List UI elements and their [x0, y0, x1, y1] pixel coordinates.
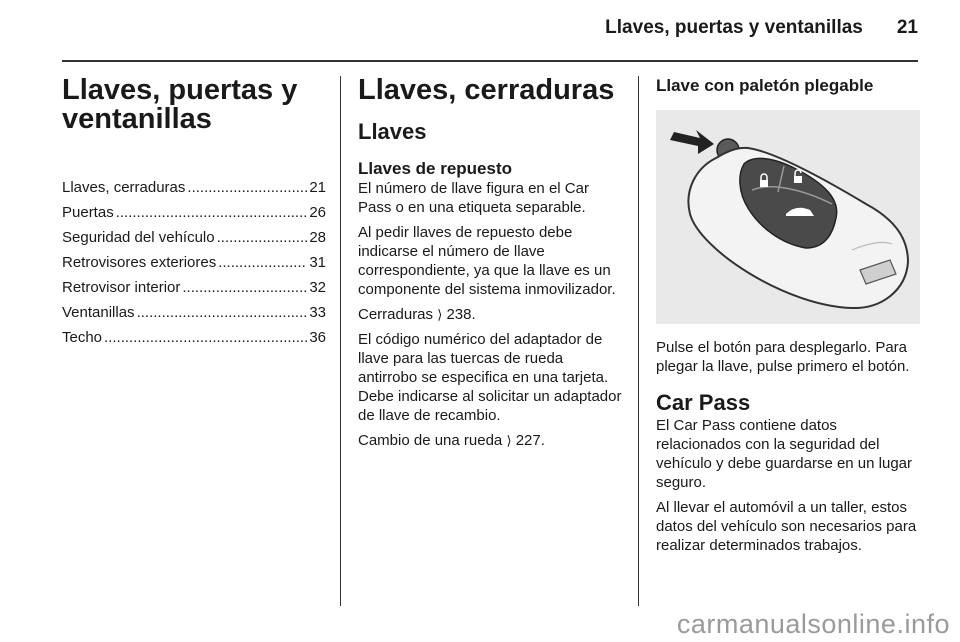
- key-illustration: [656, 110, 920, 324]
- topic-title: Llaves de repuesto: [358, 159, 513, 178]
- arrow-icon: [670, 130, 714, 154]
- table-of-contents: [62, 178, 326, 347]
- toc-page: 36: [309, 329, 326, 346]
- toc-label: Puertas: [62, 204, 114, 221]
- toc-leader: [116, 203, 308, 222]
- toc-entry[interactable]: [62, 328, 326, 347]
- toc-leader: [182, 278, 307, 297]
- column-divider-2: [638, 76, 639, 606]
- paragraph: Al llevar el automóvil a un taller, estos datos del vehículo son necesarios para realizar determinados trabajos.: [656, 499, 917, 554]
- reference-arrow-icon: ⟩: [506, 433, 512, 448]
- toc-label: Retrovisor interior: [62, 279, 181, 296]
- folding-key-icon: [656, 110, 920, 324]
- column-contents: [62, 76, 326, 353]
- toc-entry[interactable]: [62, 278, 326, 297]
- toc-entry[interactable]: [62, 228, 326, 247]
- cross-reference[interactable]: [358, 305, 624, 324]
- toc-page: 33: [309, 304, 326, 321]
- toc-page: 32: [309, 279, 326, 296]
- unlock-icon: [794, 176, 802, 183]
- column-divider-1: [340, 76, 341, 606]
- toc-label: Ventanillas: [62, 304, 135, 321]
- toc-entry[interactable]: [62, 303, 326, 322]
- paragraph: Al pedir llaves de repuesto debe indicarse el número de llave correspondiente, ya que la llave es un componente del sistema inmovilizador.: [358, 224, 616, 298]
- running-header: [605, 17, 918, 39]
- paragraph: El número de llave figura en el Car Pass o en una etiqueta separable.: [358, 180, 589, 216]
- column-side: [656, 76, 920, 555]
- toc-label: Techo: [62, 329, 103, 346]
- toc-leader: [104, 328, 307, 347]
- reference-arrow-icon: ⟩: [437, 307, 443, 322]
- lock-icon: [760, 180, 768, 187]
- reference-page: 238.: [446, 306, 476, 323]
- toc-label: Retrovisores exteriores: [62, 254, 217, 271]
- reference-page: 227.: [515, 432, 545, 449]
- reference-text: Cambio de una rueda: [358, 432, 503, 449]
- toc-page: 26: [309, 204, 326, 221]
- toc-label: Llaves, cerraduras: [62, 179, 186, 196]
- running-header-title: Llaves, puertas y ventanillas: [605, 17, 863, 38]
- section-title: Llaves, cerraduras: [358, 74, 615, 106]
- toc-entry[interactable]: [62, 203, 326, 222]
- header-rule: [62, 60, 918, 62]
- paragraph: El Car Pass contiene datos relacionados con la seguridad del vehículo y debe guardarse en un lugar seguro.: [656, 417, 913, 491]
- figure-caption: Pulse el botón para desplegarlo. Para plegar la llave, pulse primero el botón.: [656, 339, 910, 375]
- topic-title: Llave con paletón plegable: [656, 76, 874, 95]
- toc-leader: [187, 178, 307, 197]
- toc-leader: [137, 303, 308, 322]
- toc-leader: [218, 253, 307, 272]
- paragraph: El código numérico del adaptador de llave para las tuercas de rueda antirrobo se especifica en una tarjeta. Debe indicarse al solicitar un adaptador de llave de recambio.: [358, 331, 622, 424]
- reference-text: Cerraduras: [358, 306, 434, 323]
- toc-entry[interactable]: [62, 253, 326, 272]
- toc-leader: [217, 228, 308, 247]
- toc-entry[interactable]: [62, 178, 326, 197]
- chapter-title: Llaves, puertas y ventanillas: [62, 74, 298, 135]
- watermark: carmanualsonline.info: [676, 609, 950, 639]
- page-number: 21: [896, 17, 918, 38]
- section-title: Car Pass: [656, 390, 751, 415]
- toc-page: 28: [309, 229, 326, 246]
- toc-page: 31: [309, 254, 326, 271]
- toc-page: 21: [309, 179, 326, 196]
- toc-label: Seguridad del vehículo: [62, 229, 215, 246]
- subsection-title: Llaves: [358, 119, 427, 144]
- cross-reference[interactable]: [358, 431, 624, 450]
- column-main: [358, 76, 624, 450]
